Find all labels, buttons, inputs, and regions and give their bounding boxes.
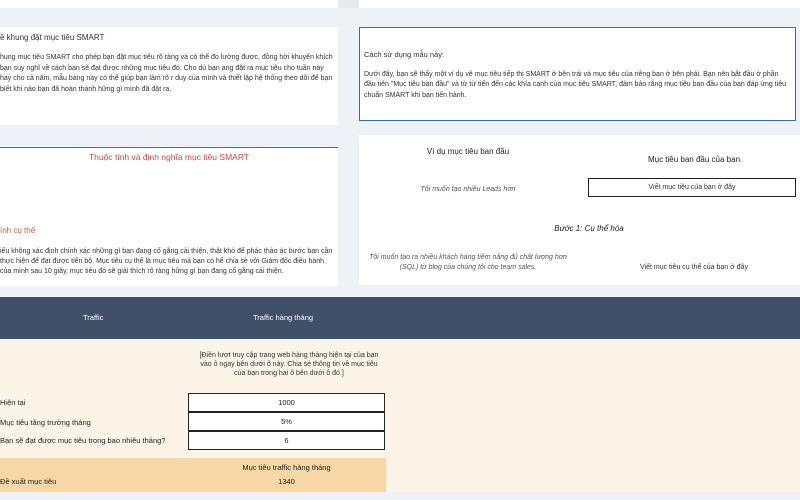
monthly-traffic-column-header: Traffic hàng tháng [253, 313, 314, 322]
definition-heading: Thuộc tính và định nghĩa mục tiêu SMART [88, 152, 249, 162]
usage-body: Dưới đây, bạn sẽ thấy một ví dụ về mục tiêu tiếp thị SMART ở bên trái và mục tiêu của riêng bạn ở bên phải. Bạn nên bắt đầu ở phần đầu tiên "Mục tiêu ban đầu" và từ từ tiến đến các khía cạnh của mục tiêu SMART, đảm bảo rằng mục tiêu ban đầu của bạn đáp ứng tiêu chuẩn SMART khi bạn tiến hành. [364, 71, 787, 99]
growth-target-label: Mục tiêu tăng trưởng tháng [0, 418, 91, 427]
top-left-pane [0, 0, 338, 8]
traffic-column-header: Traffic [83, 313, 104, 322]
suggested-target-value: 1340 [278, 477, 295, 486]
traffic-instructions-note: [Điền lượt truy cập trang web hàng tháng hiện tại của bạn vào ô ngay bên dưới ô này. Chia sẻ thông tin về mục tiêu của bạn trong hai ô bên dưới ô đó.] [199, 352, 379, 378]
your-goal-header: Mục tiêu ban đầu của bạn [647, 155, 741, 164]
example-specific-goal: Tôi muốn tạo ra nhiều khách hàng tiềm năng đủ chất lượng hơn (SQL) từ blog của chúng tôi cho team sales. [369, 254, 567, 271]
goal-example-card [359, 135, 800, 285]
section-divider [0, 147, 338, 148]
traffic-target-band [0, 458, 386, 492]
months-to-goal-input[interactable]: 6 [188, 431, 385, 450]
current-traffic-input[interactable]: 1000 [188, 393, 385, 412]
monthly-traffic-target-title: Mục tiêu traffic hàng tháng [242, 463, 331, 472]
traffic-calculator-panel [0, 339, 800, 500]
growth-target-input[interactable]: 5% [188, 412, 385, 431]
bottom-gap [0, 492, 800, 500]
your-specific-goal-cell[interactable]: Viết mục tiêu cụ thể của bạn ở đây [640, 264, 748, 271]
step-1-heading: Bước 1: Cụ thể hóa [554, 224, 624, 233]
definition-body: iếu không xác định chính xác những gì bạn đang cố gắng cải thiện, thật khó để phác thảo ác bước bạn cần thực hiện để đạt được tiến bộ. Mục tiêu cụ thể là mục tiêu mà bạn có hể chia sẻ với Giám đốc điều hành của mình sau 10 giây, mục tiêu đó sẽ giải thích rõ ràng hững gì bạn đang cố gắng cải thiện. [0, 248, 333, 275]
your-goal-input[interactable]: Viết mục tiêu của bạn ở đây [588, 178, 796, 197]
smart-definition-card [0, 147, 338, 286]
months-to-goal-label: Bạn sẽ đạt được mục tiêu trong bao nhiêu tháng? [0, 436, 166, 445]
current-traffic-label: Hiện tại [0, 398, 26, 407]
intro-body: hung mục tiêu SMART cho phép bạn đặt mục tiêu rõ ràng và có thể đo lường được, đồng hời khuyến khích bạn suy nghĩ về cách bạn sẽ đạt được những mục tiêu đó. Cho dù bạn ang đặt ra mục tiêu cho tuần này hay cho cả năm, mẫu bảng này có thể giúp bạn làm rõ r duy của mình và thiết lập hệ thống theo dõi để bạn biết khi nào bạn đã hoàn thành hững gì mình đã đặt ra. [0, 54, 333, 93]
top-strip [0, 0, 800, 8]
usage-instructions-card[interactable] [359, 27, 796, 121]
suggested-target-label: Đề xuất mục tiêu [0, 477, 57, 486]
smart-intro-card [0, 27, 338, 125]
example-goal-text: Tôi muốn tạo nhiều Leads hơn [420, 186, 516, 193]
specific-subheading: ính cụ thể [0, 226, 36, 235]
traffic-table-header [0, 297, 800, 339]
usage-title: Cách sử dụng mẫu này: [364, 50, 445, 59]
example-goal-header: Ví dụ mục tiêu ban đầu [426, 147, 510, 156]
intro-title: ề khung đặt mục tiêu SMART [0, 33, 105, 42]
top-right-pane [359, 0, 800, 8]
